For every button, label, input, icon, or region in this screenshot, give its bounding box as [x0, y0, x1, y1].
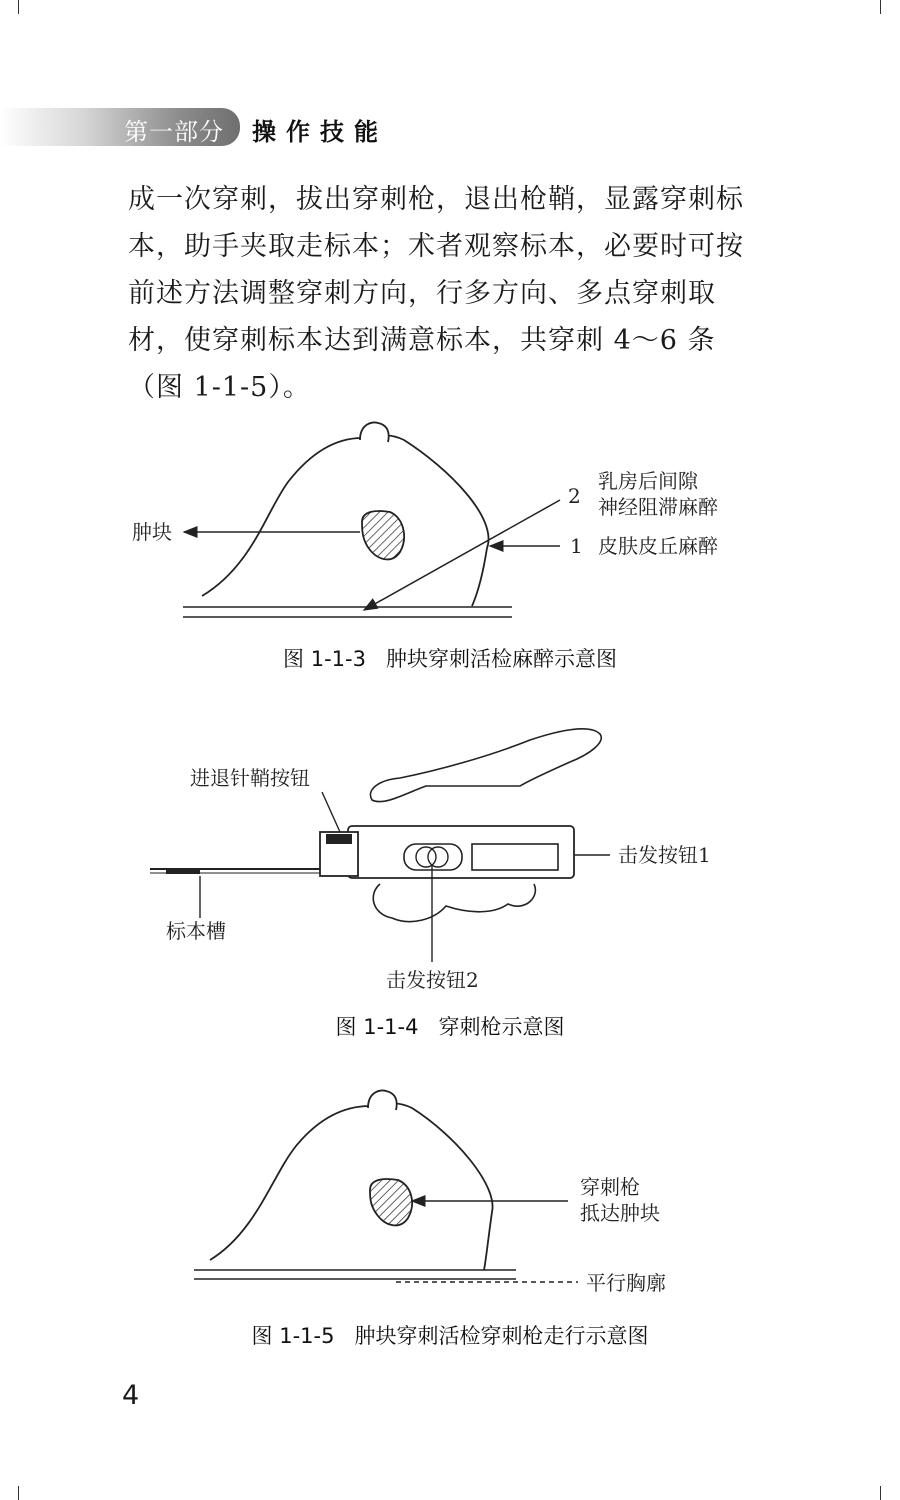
breast-outline — [210, 1103, 493, 1270]
label-retro-space: 乳房后间隙 — [598, 469, 698, 493]
figure-anesthesia-diagram — [0, 420, 900, 640]
figure-biopsy-gun — [0, 715, 900, 995]
nipple — [368, 1090, 397, 1110]
figure-caption — [0, 1320, 900, 1350]
figure-number: 图 1-1-5 — [251, 1324, 335, 1348]
hand-outline — [370, 729, 601, 802]
section-title: 操作技能 — [252, 118, 388, 146]
label-sheath-button: 进退针鞘按钮 — [190, 766, 310, 790]
crop-mark — [18, 1486, 19, 1500]
figure-number: 图 1-1-4 — [335, 1015, 419, 1039]
tumor-mass — [370, 1179, 412, 1225]
figure-title: 肿块穿刺活检麻醉示意图 — [385, 647, 617, 671]
figure-title: 穿刺枪示意图 — [438, 1015, 565, 1039]
label-nerve-block: 神经阻滞麻醉 — [598, 495, 718, 519]
page-number: 4 — [122, 1380, 140, 1411]
label-fire-button-1: 击发按钮1 — [618, 843, 711, 867]
label-reach-mass: 抵达肿块 — [580, 1201, 660, 1225]
gun-nose-band — [326, 834, 352, 844]
crop-mark — [18, 0, 19, 14]
gun-window — [472, 844, 558, 870]
crop-mark — [880, 1486, 881, 1500]
label-skin-anesthesia: 皮肤皮丘麻醉 — [598, 534, 718, 558]
figure-caption — [0, 1011, 900, 1041]
figure-number: 图 1-1-3 — [283, 647, 366, 671]
breast-outline — [202, 435, 489, 606]
figure-gun-path-diagram — [0, 1085, 900, 1305]
tumor-mass — [362, 511, 404, 559]
label-fire-button-2: 击发按钮2 — [386, 968, 479, 992]
label-mass: 肿块 — [132, 520, 172, 544]
hand-fingers — [373, 884, 535, 922]
sheath-button-leader — [322, 792, 340, 832]
figure-caption — [0, 643, 900, 673]
label-marker-2: 2 — [568, 484, 581, 508]
label-parallel-chest: 平行胸廓 — [586, 1271, 666, 1295]
label-gun: 穿刺枪 — [580, 1175, 640, 1199]
specimen-notch — [166, 868, 200, 874]
crop-mark — [880, 0, 881, 14]
label-marker-1: 1 — [570, 534, 583, 558]
nipple — [360, 422, 389, 442]
label-specimen-slot: 标本槽 — [166, 919, 226, 943]
figure-title: 肿块穿刺活检穿刺枪走行示意图 — [354, 1324, 649, 1348]
body-paragraph: 成一次穿刺，拔出穿刺枪，退出枪鞘，显露穿刺标本，助手夹取走标本；术者观察标本，必要时可按前述方法调整穿刺方向，行多方向、多点穿刺取材，使穿刺标本达到满意标本，共穿刺 4～6 条（图 1-1-5）。 — [128, 184, 744, 403]
part-label: 第一部分 — [124, 118, 224, 146]
